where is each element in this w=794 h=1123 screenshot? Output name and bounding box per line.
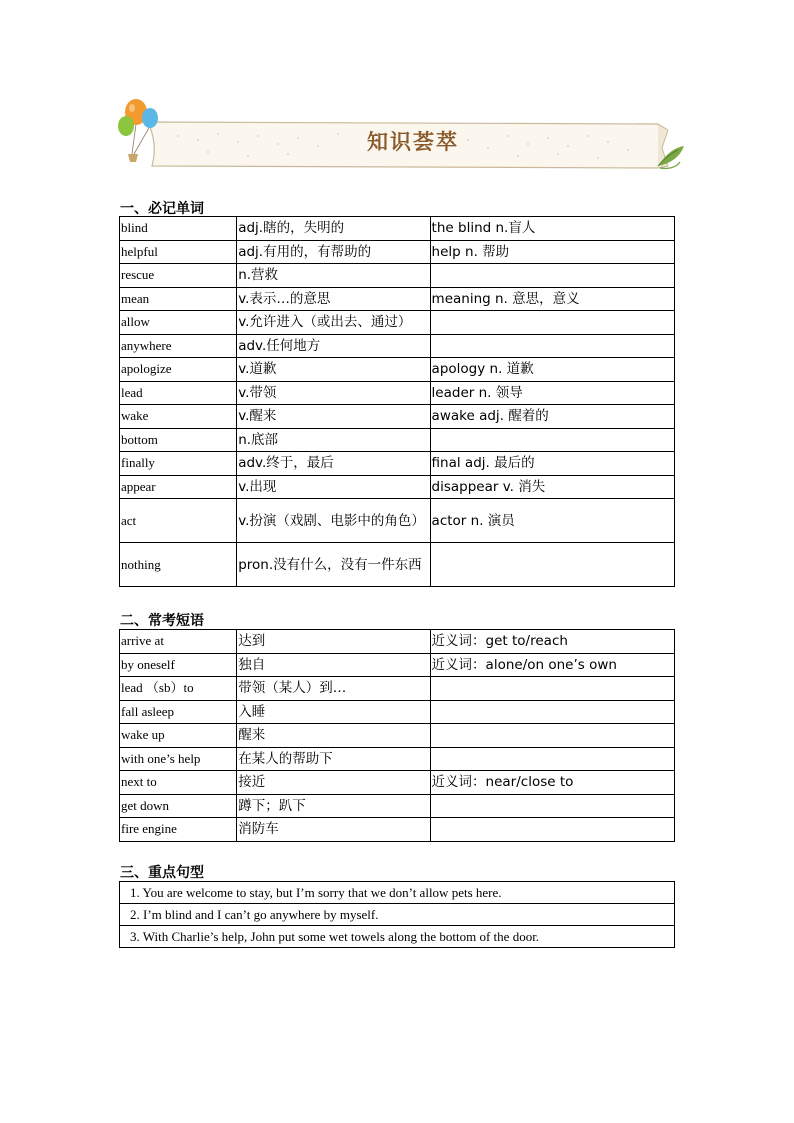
table-row bbox=[120, 358, 675, 382]
table-row bbox=[120, 882, 675, 904]
table-row bbox=[120, 747, 675, 771]
section-title-words: 一、必记单词 bbox=[120, 201, 204, 217]
table-cell: helpful bbox=[120, 240, 237, 264]
table-cell: v.允许进入（或出去、通过） bbox=[237, 311, 430, 335]
table-row bbox=[120, 653, 675, 677]
table-cell: arrive at bbox=[120, 630, 237, 654]
table-cell: n.营救 bbox=[237, 264, 430, 288]
table-row bbox=[120, 240, 675, 264]
table-cell bbox=[430, 700, 674, 724]
table-cell bbox=[430, 334, 674, 358]
table-cell: v.带领 bbox=[237, 381, 430, 405]
table-cell: n.底部 bbox=[237, 428, 430, 452]
table-cell: v.醒来 bbox=[237, 405, 430, 429]
table-cell: 独自 bbox=[237, 653, 430, 677]
table-cell: 入睡 bbox=[237, 700, 430, 724]
table-cell: actor n. 演员 bbox=[430, 499, 674, 543]
table-cell bbox=[430, 428, 674, 452]
table-cell: 带领（某人）到… bbox=[237, 677, 430, 701]
table-cell: meaning n. 意思，意义 bbox=[430, 287, 674, 311]
table-cell bbox=[430, 794, 674, 818]
table-cell: bottom bbox=[120, 428, 237, 452]
table-cell: help n. 帮助 bbox=[430, 240, 674, 264]
table-cell: v.扮演（戏剧、电影中的角色） bbox=[237, 499, 430, 543]
table-cell: with one’s help bbox=[120, 747, 237, 771]
table-cell: nothing bbox=[120, 543, 237, 587]
sentence-cell: 2. I’m blind and I can’t go anywhere by myself. bbox=[120, 904, 675, 926]
table-row bbox=[120, 543, 675, 587]
table-row bbox=[120, 677, 675, 701]
table-row bbox=[120, 287, 675, 311]
table-cell: v.出现 bbox=[237, 475, 430, 499]
table-row bbox=[120, 311, 675, 335]
table-cell: apologize bbox=[120, 358, 237, 382]
table-row bbox=[120, 452, 675, 476]
table-cell: leader n. 领导 bbox=[430, 381, 674, 405]
table-row bbox=[120, 700, 675, 724]
table-cell: v.表示…的意思 bbox=[237, 287, 430, 311]
phrases-table bbox=[119, 629, 675, 842]
table-cell bbox=[430, 747, 674, 771]
table-cell bbox=[430, 677, 674, 701]
sentences-table bbox=[119, 881, 675, 948]
table-cell: apology n. 道歉 bbox=[430, 358, 674, 382]
words-table bbox=[119, 216, 675, 587]
table-cell: act bbox=[120, 499, 237, 543]
table-cell: fall asleep bbox=[120, 700, 237, 724]
table-cell: get down bbox=[120, 794, 237, 818]
table-cell: 接近 bbox=[237, 771, 430, 795]
table-cell: adv.终于，最后 bbox=[237, 452, 430, 476]
sentence-cell: 3. With Charlie’s help, John put some wet towels along the bottom of the door. bbox=[120, 926, 675, 948]
table-cell: 近义词：get to/reach bbox=[430, 630, 674, 654]
table-cell: 醒来 bbox=[237, 724, 430, 748]
table-cell: fire engine bbox=[120, 818, 237, 842]
table-cell: finally bbox=[120, 452, 237, 476]
table-row bbox=[120, 264, 675, 288]
table-cell: disappear v. 消失 bbox=[430, 475, 674, 499]
table-cell: adv.任何地方 bbox=[237, 334, 430, 358]
table-cell: anywhere bbox=[120, 334, 237, 358]
table-cell: adj.瞎的，失明的 bbox=[237, 217, 430, 241]
table-row bbox=[120, 724, 675, 748]
table-cell: wake up bbox=[120, 724, 237, 748]
sentence-cell: 1. You are welcome to stay, but I’m sorry that we don’t allow pets here. bbox=[120, 882, 675, 904]
banner-title: 知识荟萃 bbox=[367, 130, 459, 154]
table-row bbox=[120, 818, 675, 842]
table-cell: pron.没有什么，没有一件东西 bbox=[237, 543, 430, 587]
table-row bbox=[120, 926, 675, 948]
table-cell bbox=[430, 543, 674, 587]
table-cell: lead bbox=[120, 381, 237, 405]
table-cell: mean bbox=[120, 287, 237, 311]
table-cell: rescue bbox=[120, 264, 237, 288]
table-cell: 近义词：near/close to bbox=[430, 771, 674, 795]
table-cell bbox=[430, 311, 674, 335]
table-row bbox=[120, 381, 675, 405]
section-title-phrases: 二、常考短语 bbox=[120, 613, 204, 629]
table-row bbox=[120, 334, 675, 358]
table-cell bbox=[430, 818, 674, 842]
table-cell: 达到 bbox=[237, 630, 430, 654]
table-cell: adj.有用的，有帮助的 bbox=[237, 240, 430, 264]
table-cell: lead （sb）to bbox=[120, 677, 237, 701]
table-cell: allow bbox=[120, 311, 237, 335]
table-row bbox=[120, 630, 675, 654]
table-row bbox=[120, 794, 675, 818]
table-cell: the blind n.盲人 bbox=[430, 217, 674, 241]
table-cell bbox=[430, 724, 674, 748]
table-row bbox=[120, 771, 675, 795]
title-banner bbox=[118, 96, 688, 176]
table-row bbox=[120, 428, 675, 452]
table-row bbox=[120, 904, 675, 926]
table-cell: 近义词：alone/on one’s own bbox=[430, 653, 674, 677]
table-cell: v.道歉 bbox=[237, 358, 430, 382]
table-cell: 在某人的帮助下 bbox=[237, 747, 430, 771]
table-cell: blind bbox=[120, 217, 237, 241]
table-cell bbox=[430, 264, 674, 288]
table-row bbox=[120, 499, 675, 543]
table-cell: next to bbox=[120, 771, 237, 795]
section-title-sentences: 三、重点句型 bbox=[120, 865, 204, 881]
table-row bbox=[120, 475, 675, 499]
table-row bbox=[120, 217, 675, 241]
table-cell: final adj. 最后的 bbox=[430, 452, 674, 476]
table-cell: 蹲下；趴下 bbox=[237, 794, 430, 818]
table-cell: wake bbox=[120, 405, 237, 429]
table-cell: appear bbox=[120, 475, 237, 499]
table-cell: awake adj. 醒着的 bbox=[430, 405, 674, 429]
table-cell: 消防车 bbox=[237, 818, 430, 842]
table-cell: by oneself bbox=[120, 653, 237, 677]
table-row bbox=[120, 405, 675, 429]
